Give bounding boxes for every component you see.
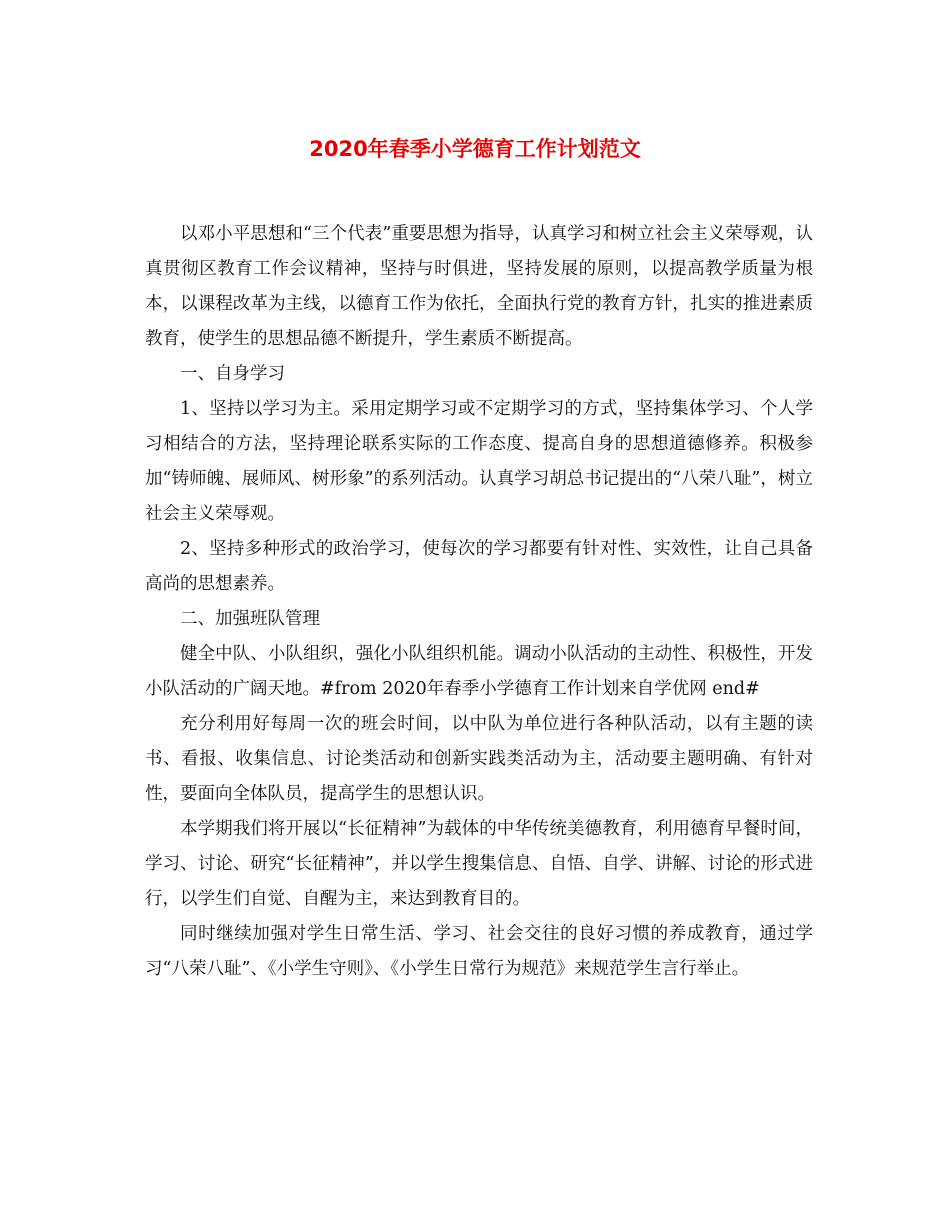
paragraph-study-1: 1、坚持以学习为主。采用定期学习或不定期学习的方式，坚持集体学习、个人学习相结合的方法，坚持理论联系实际的工作态度、提高自身的思想道德修养。积极参加“铸师魄、展师风、树形象”的系列活动。认真学习胡总书记提出的“八荣八耻”，树立社会主义荣辱观。: [145, 399, 813, 524]
paragraph-study-2: 2、坚持多种形式的政治学习，使每次的学习都要有针对性、实效性，让自己具备高尚的思想素养。: [145, 539, 813, 594]
section-heading-class-management: 二、加强班队管理: [180, 609, 320, 629]
paragraph-long-march-spirit: 本学期我们将开展以“长征精神”为载体的中华传统美德教育，利用德育早餐时间，学习、讨论、研究“长征精神”，并以学生搜集信息、自悟、自学、讲解、讨论的形式进行，以学生们自觉、自醒为主，来达到教育目的。: [145, 819, 813, 909]
document-title: 2020年春季小学德育工作计划范文: [309, 137, 641, 161]
paragraph-class-meeting: 充分利用好每周一次的班会时间，以中队为单位进行各种队活动，以有主题的读书、看报、收集信息、讨论类活动和创新实践类活动为主，活动要主题明确、有针对性，要面向全体队员，提高学生的思想认识。: [145, 714, 813, 804]
paragraph-habit-education: 同时继续加强对学生日常生活、学习、社会交往的良好习惯的养成教育，通过学习“八荣八耻”、《小学生守则》、《小学生日常行为规范》来规范学生言行举止。: [145, 924, 813, 979]
document-body: [145, 217, 813, 987]
paragraph-squad-organization: 健全中队、小队组织，强化小队组织机能。调动小队活动的主动性、积极性，开发小队活动的广阔天地。#from 2020年春季小学德育工作计划来自学优网 end#: [145, 644, 813, 699]
paragraph-intro: 以邓小平思想和“三个代表”重要思想为指导，认真学习和树立社会主义荣辱观，认真贯彻区教育工作会议精神，坚持与时俱进，坚持发展的原则，以提高教学质量为根本，以课程改革为主线，以德育工作为依托，全面执行党的教育方针，扎实的推进素质教育，使学生的思想品德不断提升，学生素质不断提高。: [145, 224, 813, 349]
section-heading-self-study: 一、自身学习: [180, 364, 285, 384]
